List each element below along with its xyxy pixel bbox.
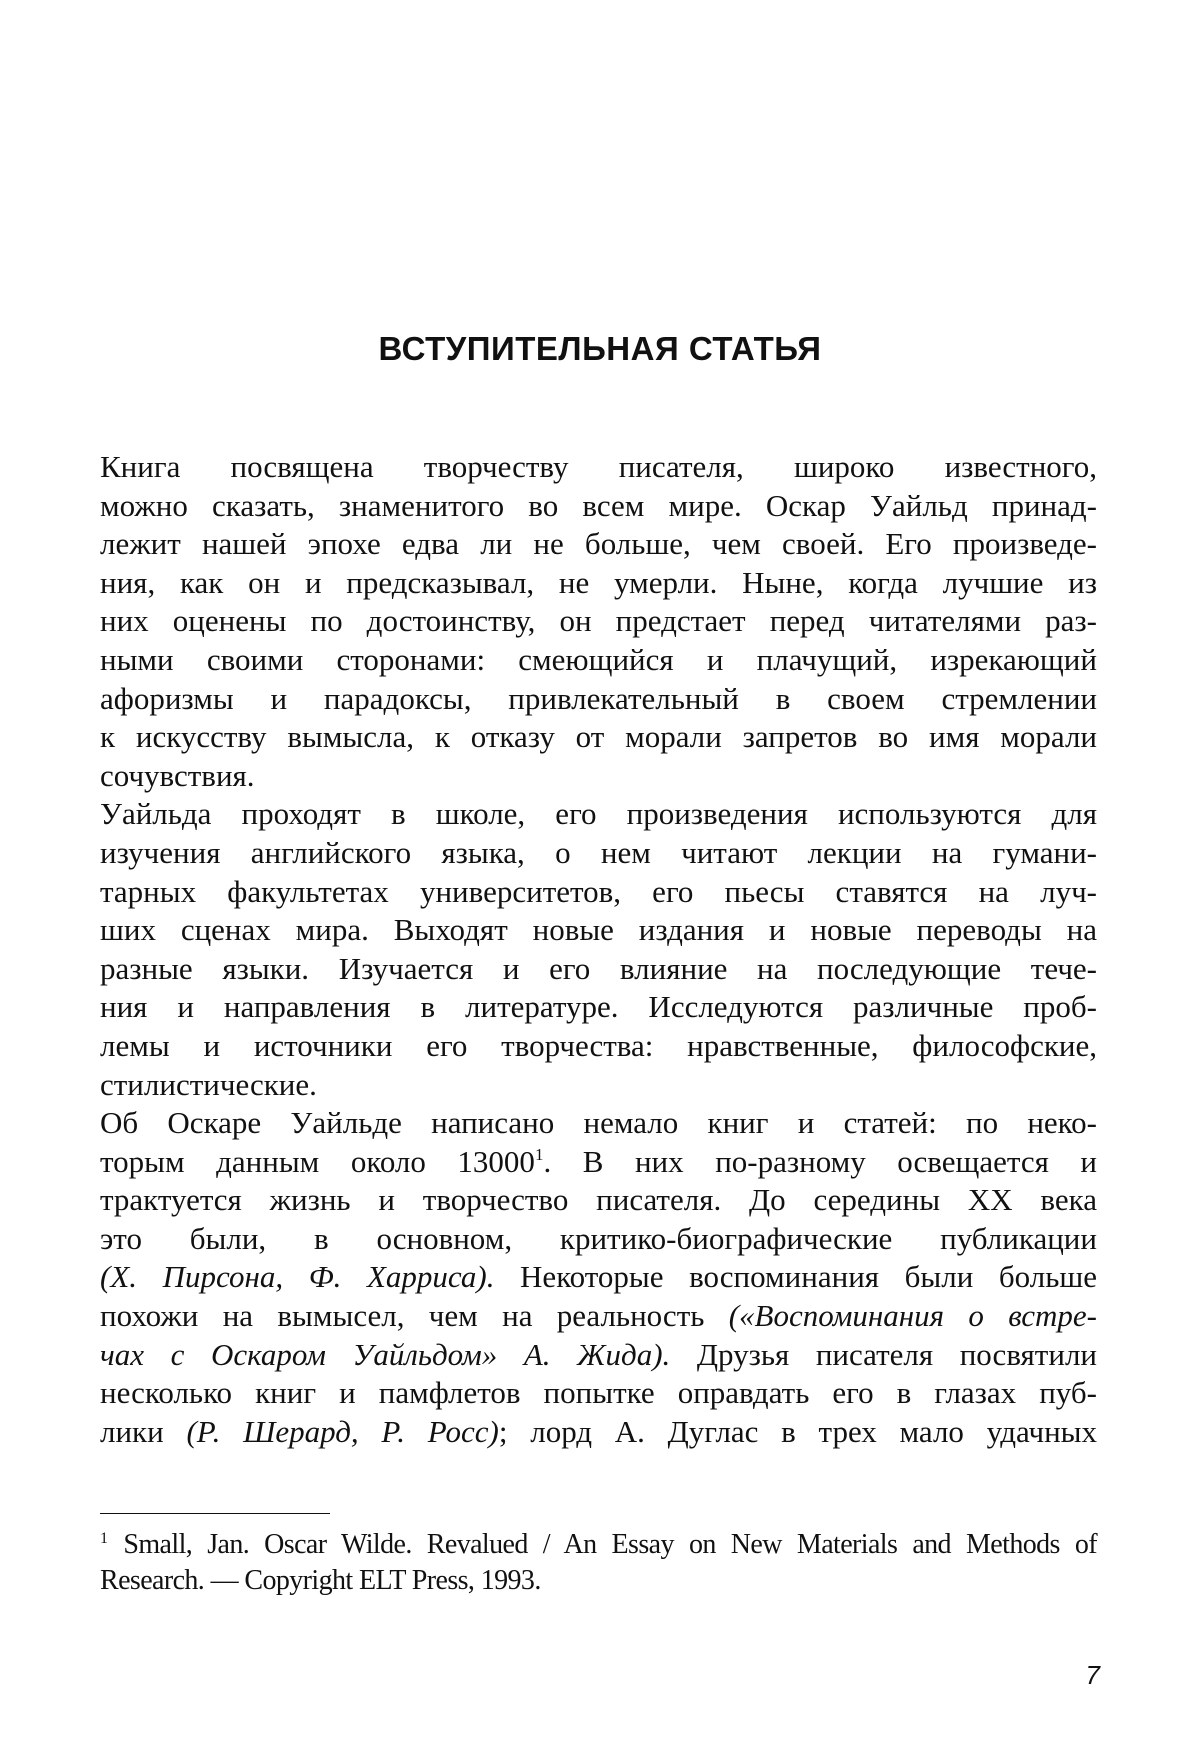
text-line (100, 1297, 1097, 1336)
text-line: лежит нашей эпохе едва ли не больше, чем своей. Его произведе- (100, 526, 1097, 562)
text-line: Книга посвящена творчеству писателя, широко известного, (100, 449, 1097, 484)
text-segment: . В них по-разному освещается и (543, 1143, 1097, 1179)
text-line: лемы и источники его творчества: нравственные, философские, (100, 1027, 1097, 1063)
text-line: можно сказать, знаменитого во всем мире. Оскар Уайльд принад- (100, 487, 1097, 523)
article-body (100, 448, 1097, 1451)
text-segment: торым данным около 13000 (100, 1143, 535, 1179)
text-line (100, 1258, 1097, 1297)
paragraph-2 (100, 795, 1097, 1104)
text-line: ния, как он и предсказывал, не умерли. Ныне, когда лучшие из (100, 564, 1097, 600)
text-segment: похожи на вымысел, чем на реальность (100, 1298, 729, 1334)
text-line: сочувствия. (100, 757, 255, 793)
footnote-text: Small, Jan. Oscar Wilde. Revalued / An Essay on New Materials and Methods of (123, 1529, 1097, 1560)
text-line: ными своими сторонами: смеющийся и плачущий, изрекающий (100, 641, 1097, 677)
text-line: стилистические. (100, 1066, 317, 1102)
text-line: ния и направления в литературе. Исследуются различные проб- (100, 989, 1097, 1025)
citation: чах с Оскаром Уайльдом» А. Жида). (100, 1336, 671, 1372)
text-line: к искусству вымысла, к отказу от морали запретов во имя морали (100, 719, 1097, 755)
paragraph-3 (100, 1104, 1097, 1451)
page-number: 7 (1085, 1660, 1100, 1690)
paragraph-1 (100, 448, 1097, 795)
text-line: несколько книг и памфлетов попытке оправдать его в глазах пуб- (100, 1375, 1097, 1411)
text-line: трактуется жизнь и творчество писателя. До середины XX века (100, 1182, 1097, 1218)
text-segment: лики (100, 1413, 187, 1449)
text-line: ших сценах мира. Выходят новые издания и новые переводы на (100, 912, 1097, 948)
text-segment: ; лорд А. Дуглас в трех мало удачных (498, 1413, 1097, 1449)
citation: (Х. Пирсона, Ф. Харриса). (100, 1259, 495, 1295)
text-line: это были, в основном, критико-биографические публикации (100, 1220, 1097, 1256)
citation: («Воспоминания о встре- (728, 1298, 1097, 1334)
text-line: разные языки. Изучается и его влияние на последующие тече- (100, 950, 1097, 986)
text-segment: Некоторые воспоминания были больше (494, 1259, 1097, 1295)
text-line: них оценены по достоинству, он предстает перед читателями раз- (100, 603, 1097, 639)
footnote-line (100, 1527, 1097, 1563)
text-line: тарных факультетах университетов, его пьесы ставятся на луч- (100, 873, 1097, 909)
footnote-line: Research. — Copyright ELT Press, 1993. (100, 1565, 541, 1596)
text-line: изучения английского языка, о нем читают лекции на гумани- (100, 834, 1097, 870)
text-line: Об Оскаре Уайльде написано немало книг и статей: по неко- (100, 1105, 1097, 1141)
citation: (Р. Шерард, Р. Росс) (186, 1413, 499, 1449)
text-line (100, 1413, 1097, 1452)
footnote (100, 1527, 1097, 1599)
footnote-mark: 1 (100, 1530, 108, 1547)
footnote-divider (100, 1513, 330, 1514)
text-line: афоризмы и парадоксы, привлекательный в своем стремлении (100, 680, 1097, 716)
text-line: Уайльда проходят в школе, его произведения используются для (100, 796, 1097, 832)
text-segment: Друзья писателя посвятили (670, 1336, 1098, 1372)
section-heading: ВСТУПИТЕЛЬНАЯ СТАТЬЯ (378, 330, 822, 367)
text-line (100, 1336, 1097, 1375)
footnote-reference: 1 (534, 1144, 544, 1164)
text-line (100, 1143, 1097, 1182)
